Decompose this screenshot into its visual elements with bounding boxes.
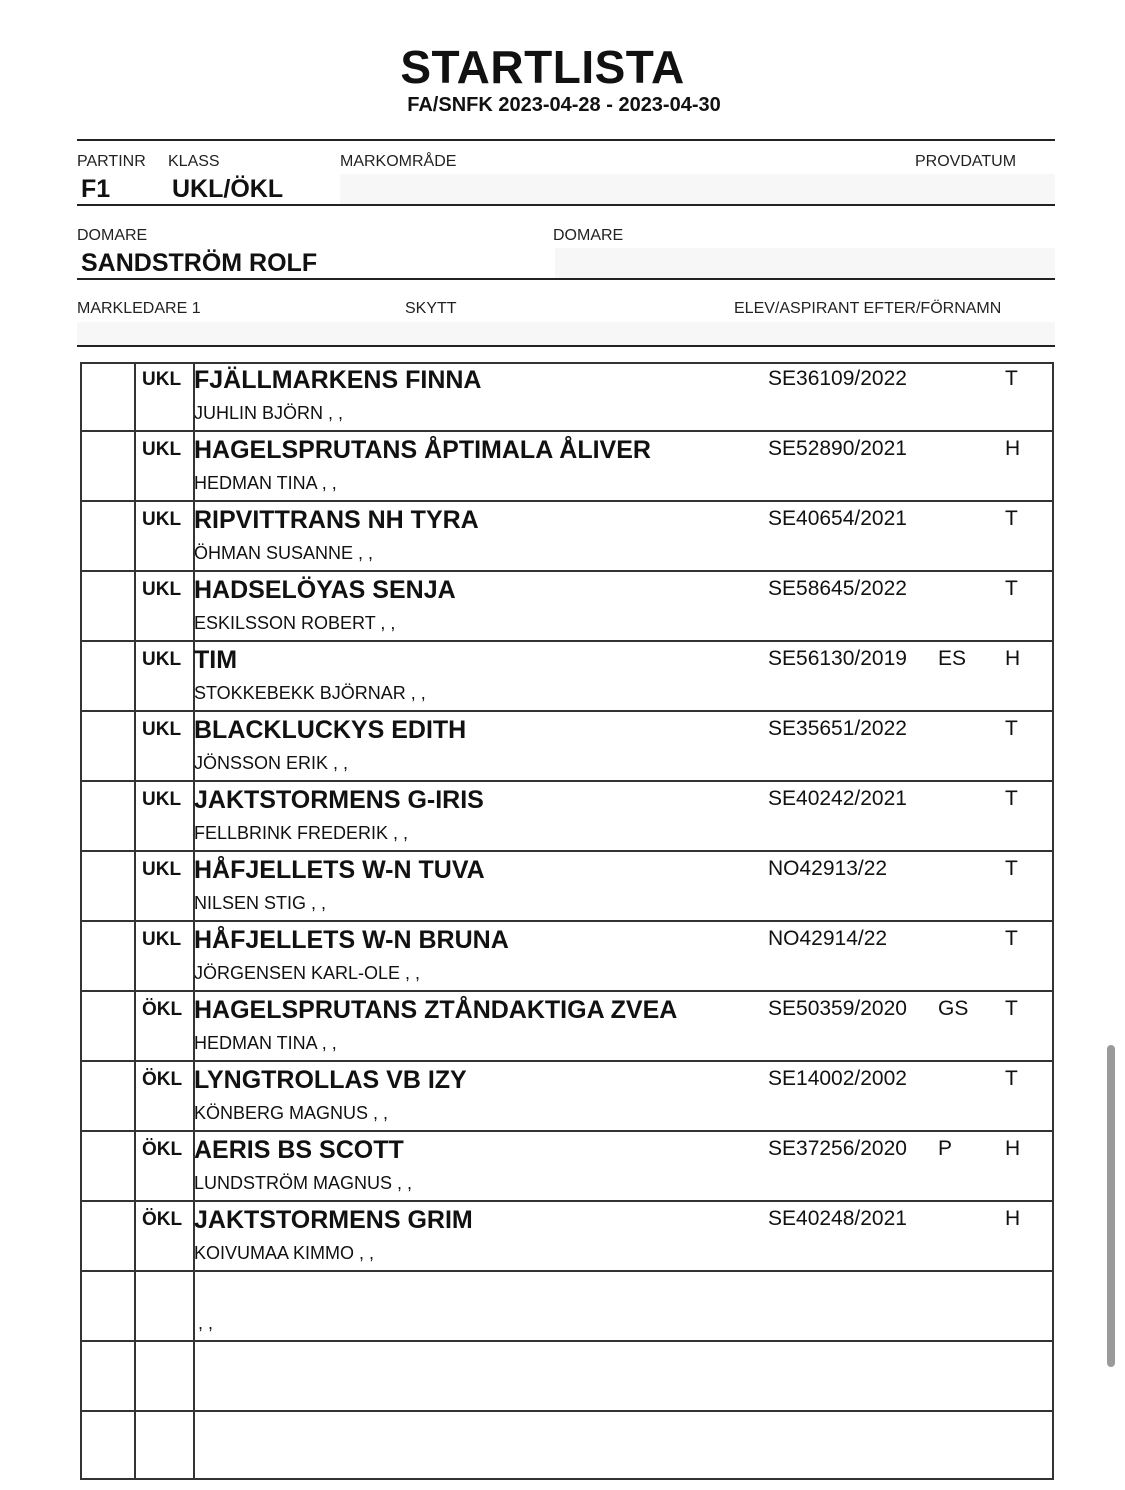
entry-klass: UKL (142, 929, 182, 950)
entry-reg: SE56130/2019 (768, 647, 907, 670)
table-row (80, 1202, 1054, 1272)
entry-klass: ÖKL (142, 1209, 183, 1230)
entry-owner: STOKKEBEKK BJÖRNAR , , (194, 683, 426, 703)
entry-dog: LYNGTROLLAS VB IZY (194, 1066, 467, 1094)
table-row (80, 712, 1054, 782)
entry-klass: UKL (142, 439, 182, 460)
entry-extra: P (938, 1137, 953, 1160)
entry-owner: KÖNBERG MAGNUS , , (194, 1103, 389, 1123)
entry-reg: SE58645/2022 (768, 577, 907, 600)
page-title: STARTLISTA (400, 41, 685, 93)
divider (77, 139, 1055, 141)
markomrade-label: MARKOMRÅDE (340, 153, 457, 170)
entry-reg: SE14002/2002 (768, 1067, 907, 1090)
markledare-label: MARKLEDARE 1 (77, 300, 201, 317)
entry-owner: ÖHMAN SUSANNE , , (194, 543, 374, 563)
entry-klass: ÖKL (142, 999, 183, 1020)
entry-dog: BLACKLUCKYS EDITH (194, 716, 467, 744)
entry-dog: HAGELSPRUTANS ÅPTIMALA ÅLIVER (194, 436, 651, 464)
entry-reg: SE37256/2020 (768, 1137, 907, 1160)
entry-sex: H (1005, 647, 1021, 670)
elev-label: ELEV/ASPIRANT EFTER/FÖRNAMN (734, 300, 1002, 317)
entry-reg: SE40248/2021 (768, 1207, 907, 1230)
entry-dog: RIPVITTRANS NH TYRA (194, 506, 479, 534)
entry-dog: JAKTSTORMENS G-IRIS (194, 786, 484, 814)
entry-reg: SE35651/2022 (768, 717, 907, 740)
table-row (80, 1132, 1054, 1202)
entry-dog: FJÄLLMARKENS FINNA (194, 366, 482, 394)
entry-sex: T (1005, 857, 1018, 880)
table-row (80, 1342, 1054, 1412)
entry-owner: HEDMAN TINA , , (194, 473, 337, 493)
event-subtitle: FA/SNFK 2023-04-28 - 2023-04-30 (407, 94, 721, 116)
provdatum-label: PROVDATUM (915, 153, 1017, 170)
entry-reg: NO42914/22 (768, 927, 888, 950)
table-row (80, 1062, 1054, 1132)
table-row (80, 922, 1054, 992)
entry-dog: AERIS BS SCOTT (194, 1136, 404, 1164)
entry-owner: HEDMAN TINA , , (194, 1033, 337, 1053)
entry-dog: HÅFJELLETS W-N BRUNA (194, 926, 509, 954)
table-row (80, 362, 1054, 432)
entry-owner: KOIVUMAA KIMMO , , (194, 1243, 375, 1263)
entry-dog: TIM (194, 646, 238, 674)
divider (77, 204, 1055, 206)
divider (77, 345, 1055, 347)
entry-sex: H (1005, 437, 1021, 460)
entry-klass: UKL (142, 719, 182, 740)
vertical-scrollbar[interactable] (1107, 1045, 1115, 1367)
entry-klass: UKL (142, 369, 182, 390)
table-row (80, 432, 1054, 502)
partinr-value: F1 (81, 175, 111, 203)
entry-owner: NILSEN STIG , , (194, 893, 327, 913)
entry-owner: JUHLIN BJÖRN , , (194, 403, 344, 423)
table-row (80, 782, 1054, 852)
entry-klass: ÖKL (142, 1069, 183, 1090)
entry-owner: FELLBRINK FREDERIK , , (194, 823, 409, 843)
table-row (80, 852, 1054, 922)
entry-klass: UKL (142, 579, 182, 600)
entry-extra: GS (938, 997, 969, 1020)
markledare-field-bg (77, 322, 1055, 346)
domare2-field-bg (555, 248, 1055, 278)
entry-reg: SE40242/2021 (768, 787, 907, 810)
entry-sex: T (1005, 997, 1018, 1020)
entry-sex: H (1005, 1137, 1021, 1160)
entry-sex: T (1005, 1067, 1018, 1090)
entry-sex: H (1005, 1207, 1021, 1230)
entry-dog: JAKTSTORMENS GRIM (194, 1206, 473, 1234)
entry-sex: T (1005, 787, 1018, 810)
entry-reg: SE36109/2022 (768, 367, 907, 390)
entry-dog: HÅFJELLETS W-N TUVA (194, 856, 485, 884)
domare2-label: DOMARE (553, 227, 624, 244)
domare1-label: DOMARE (77, 227, 148, 244)
entry-sex: T (1005, 367, 1018, 390)
entry-reg: NO42913/22 (768, 857, 888, 880)
klass-value: UKL/ÖKL (172, 175, 284, 203)
entry-reg: SE40654/2021 (768, 507, 907, 530)
entry-extra: ES (938, 647, 967, 670)
table-row (80, 992, 1054, 1062)
table-row (80, 1412, 1054, 1482)
skytt-label: SKYTT (405, 300, 457, 317)
table-row (80, 642, 1054, 712)
entry-owner: ESKILSSON ROBERT , , (194, 613, 396, 633)
entry-klass: UKL (142, 509, 182, 530)
provdatum-field-bg (896, 174, 1055, 204)
entry-owner: , , (198, 1313, 214, 1333)
entry-sex: T (1005, 507, 1018, 530)
entry-sex: T (1005, 717, 1018, 740)
domare1-value: SANDSTRÖM ROLF (81, 249, 318, 277)
entry-reg: SE52890/2021 (768, 437, 907, 460)
entry-klass: UKL (142, 789, 182, 810)
entry-klass: UKL (142, 649, 182, 670)
entry-klass: ÖKL (142, 1139, 183, 1160)
table-row (80, 502, 1054, 572)
entry-owner: LUNDSTRÖM MAGNUS , , (194, 1173, 413, 1193)
entry-klass: UKL (142, 859, 182, 880)
entry-reg: SE50359/2020 (768, 997, 907, 1020)
partinr-label: PARTINR (77, 153, 146, 170)
klass-label: KLASS (168, 153, 220, 170)
table-row (80, 572, 1054, 642)
entry-dog: HADSELÖYAS SENJA (194, 576, 456, 604)
markomrade-field-bg (340, 174, 896, 204)
entry-dog: HAGELSPRUTANS ZTÅNDAKTIGA ZVEA (194, 996, 678, 1024)
table-row (80, 1272, 1054, 1342)
entry-owner: JÖNSSON ERIK , , (194, 753, 349, 773)
entry-owner: JÖRGENSEN KARL-OLE , , (194, 963, 421, 983)
entry-sex: T (1005, 927, 1018, 950)
entry-sex: T (1005, 577, 1018, 600)
divider (77, 278, 1055, 280)
